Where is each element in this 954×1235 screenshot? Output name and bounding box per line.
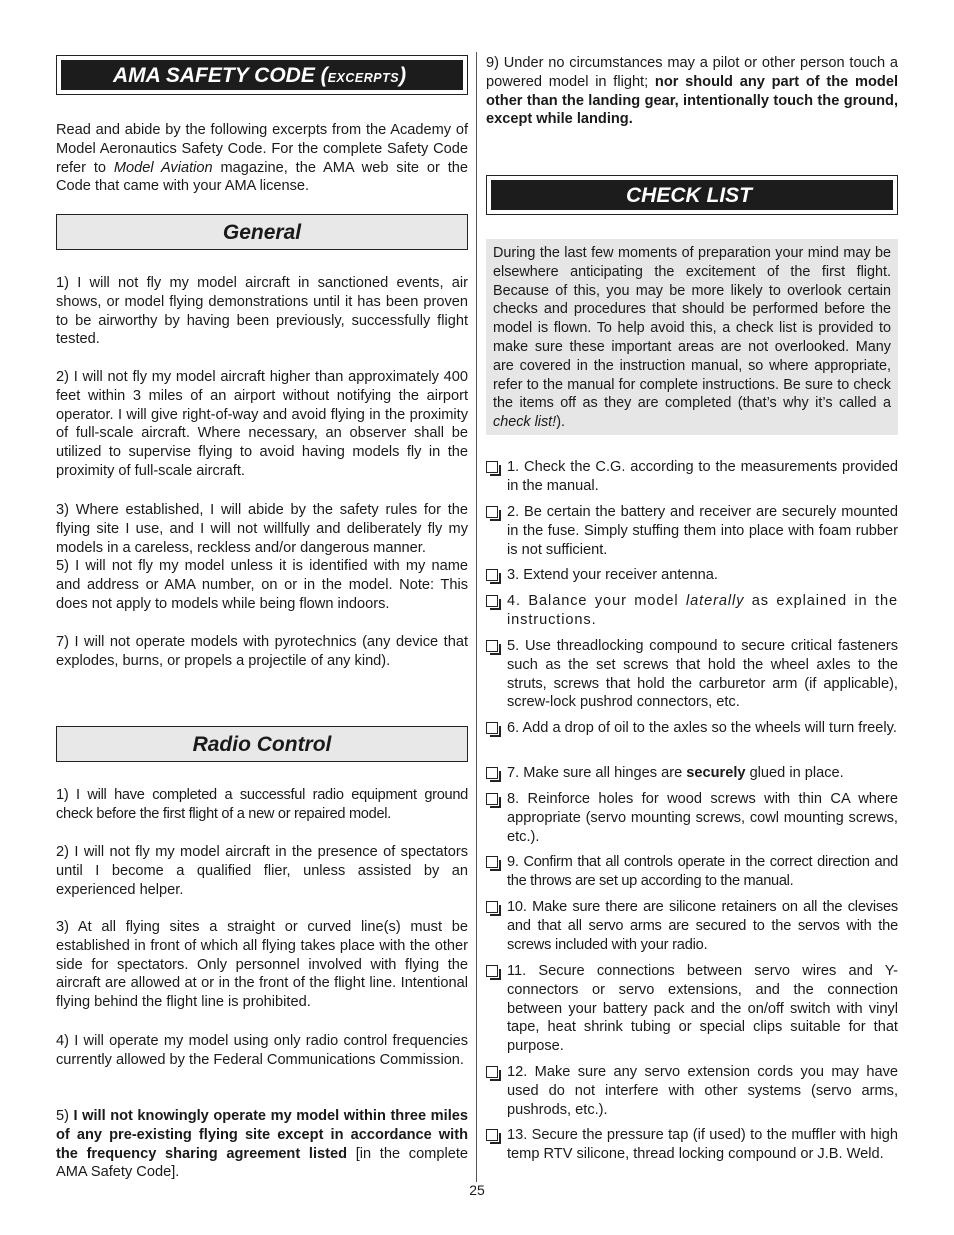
check-item-12 (486, 1063, 898, 1119)
general-header: General (56, 214, 468, 250)
radio-rule-3: 3) At all flying sites a straight or curved line(s) must be established in front of which all flying takes place with the other side for spectators. Only personnel involved with flying the aircraft are allowed at or in the front of the flight line. Intentional flying behind the flight line is prohibited. (56, 919, 468, 1011)
ama-intro-paragraph (56, 121, 468, 196)
intro-text-end: ). (556, 414, 565, 431)
checkbox-icon[interactable] (486, 722, 498, 734)
general-rule-9 (486, 54, 898, 129)
checkbox-icon[interactable] (486, 856, 498, 868)
check-item-13 (486, 1126, 898, 1164)
general-rule-2: 2) I will not fly my model aircraft higher than approximately 400 feet within 3 miles of an airport without notifying the airport operator. I will give right-of-way and avoid flying in the proximity of full-scale aircraft. Where necessary, an observer shall be utilized to supervise flying to avoid having models fly in the proximity of full-scale aircraft. (56, 369, 468, 479)
check-item-text: 10. Make sure there are silicone retainers on all the clevises and that all servo arms are secured to the servos with the screws included with your radio. (507, 899, 898, 953)
checkbox-icon[interactable] (486, 506, 498, 518)
checkbox-icon[interactable] (486, 1066, 498, 1078)
check-item-3 (486, 566, 898, 585)
checkbox-icon[interactable] (486, 901, 498, 913)
check-item-2 (486, 503, 898, 559)
header-title-small: EXCERPTS (327, 71, 400, 85)
checkbox-icon[interactable] (486, 1129, 498, 1141)
header-title-end: ) (399, 64, 407, 87)
radio-rule-2: 2) I will not fly my model aircraft in the presence of spectators until I become a qualified flier, unless assisted by an experienced helper. (56, 844, 468, 898)
rule-rest-text: [in the complete AMA Safety Code]. (56, 1145, 468, 1181)
check-bold: securely (686, 765, 746, 781)
general-rule-5: 5) I will not fly my model unless it is identified with my name and address or AMA number, on or in the model. Note: This does not apply to models while being flown indoors. (56, 558, 468, 612)
general-rule-1: 1) I will not fly my model aircraft in sanctioned events, air shows, or model flying demonstrations until it has been proven to be airworthy by having been previously, successfully flight tested. (56, 275, 468, 348)
check-item-9 (486, 853, 898, 891)
radio-control-header: Radio Control (56, 726, 468, 762)
check-item-text (507, 764, 898, 783)
checkbox-icon[interactable] (486, 965, 498, 977)
checkbox-icon[interactable] (486, 793, 498, 805)
check-item-text: 9. Confirm that all controls operate in the correct direction and the throws are set up according to the manual. (507, 854, 898, 889)
checkbox-icon[interactable] (486, 640, 498, 652)
radio-rule-4: 4) I will operate my model using only radio control frequencies currently allowed by the Federal Communications Commission. (56, 1033, 468, 1068)
check-item-5 (486, 637, 898, 712)
ama-safety-code-header (56, 55, 468, 95)
radio-rule-1: 1) I will have completed a successful radio equipment ground check before the first flight of a new or repaired model. (56, 787, 468, 822)
check-list-intro-box (486, 239, 898, 435)
check-item-4 (486, 592, 898, 630)
check-list-intro-text (493, 244, 891, 432)
check-italic: laterally (685, 593, 745, 609)
rule-bold-text: I will not knowingly operate my model within three miles of any pre-existing flying site except in accordance with the frequency sharing agreement listed (56, 1108, 469, 1162)
check-item-text: 8. Reinforce holes for wood screws with thin CA where appropriate (servo mounting screws, cowl mounting screws, etc.). (507, 791, 898, 845)
checkbox-icon[interactable] (486, 767, 498, 779)
check-list-title: CHECK LIST (491, 180, 893, 210)
check-text-end: glued in place. (745, 765, 844, 781)
check-item-text: 5. Use threadlocking compound to secure critical fasteners such as the set screws that hold the wheel axles to the struts, screws that hold the carburetor arm (if applicable), screw-lock pushrod connectors, etc. (507, 638, 898, 711)
check-text: 7. Make sure all hinges are (507, 765, 687, 781)
check-item-text: 12. Make sure any servo extension cords you may have used do not interfere with other systems (servo arms, pushrods, etc.). (507, 1064, 898, 1118)
check-item-text: 11. Secure connections between servo wires and Y-connectors or servo extensions, and the connection between your battery pack and the on/off switch with vinyl tape, heat shrink tubing or special clips suitable for that purpose. (507, 963, 898, 1055)
check-text-end: as explained in the instructions. (507, 593, 898, 628)
header-title-main: AMA SAFETY CODE ( (113, 64, 328, 87)
radio-rule-5 (56, 1107, 468, 1182)
check-item-7 (486, 764, 898, 783)
check-item-text: 6. Add a drop of oil to the axles so the wheels will turn freely. (507, 720, 897, 736)
intro-text: During the last few moments of preparation your mind may be elsewhere anticipating the excitement of the first flight. Because of this, you may be more likely to overlook certain checks and procedures that should be performed before the model is flown. To help avoid this, a check list is provided to make sure these important areas are not overlooked. Many are covered in the instruction manual, so where appropriate, refer to the manual for complete instructions. Be sure to check the items off as they are completed (that’s why it’s called a (493, 245, 891, 412)
rule-bold-text: nor should any part of the model other than the landing gear, intentionally touch the ground, except while landing. (486, 73, 898, 128)
intro-text: Read and abide by the following excerpts from the Academy of Model Aeronautics Safety Code. For the complete Safety Code refer to (56, 122, 468, 176)
check-item-1 (486, 458, 898, 496)
intro-italic: Model Aviation (113, 159, 213, 176)
intro-text-end: magazine, the AMA web site or the Code that came with your AMA license. (56, 159, 468, 195)
check-item-8 (486, 790, 898, 846)
intro-italic: check list! (493, 414, 557, 431)
general-rule-7: 7) I will not operate models with pyrotechnics (any device that explodes, burns, or propels a projectile of any kind). (56, 634, 468, 669)
check-item-10 (486, 898, 898, 954)
check-item-11 (486, 962, 898, 1056)
ama-safety-code-title (61, 60, 463, 90)
check-item-text (507, 592, 898, 630)
check-text: 4. Balance your model (507, 593, 686, 609)
column-divider (476, 52, 477, 1182)
rule-plain-text: 9) Under no circumstances may a pilot or other person touch a powered model in flight; (486, 55, 898, 90)
check-item-6 (486, 719, 898, 738)
checkbox-icon[interactable] (486, 569, 498, 581)
check-list-header (486, 175, 898, 215)
rule-number: 5) (56, 1108, 74, 1124)
general-rule-3: 3) Where established, I will abide by the safety rules for the flying site I use, and I will not willfully and deliberately fly my models in a careless, reckless and/or dangerous manner. (56, 502, 468, 556)
check-item-text: 13. Secure the pressure tap (if used) to the muffler with high temp RTV silicone, thread locking compound or J.B. Weld. (507, 1127, 898, 1162)
check-item-text: 3. Extend your receiver antenna. (507, 567, 718, 583)
page-number: 25 (469, 1182, 485, 1198)
check-item-text: 2. Be certain the battery and receiver are securely mounted in the fuse. Simply stuffing them into place with foam rubber is not sufficient. (507, 504, 898, 558)
check-item-text: 1. Check the C.G. according to the measurements provided in the manual. (507, 459, 898, 494)
checkbox-icon[interactable] (486, 595, 498, 607)
checkbox-icon[interactable] (486, 461, 498, 473)
